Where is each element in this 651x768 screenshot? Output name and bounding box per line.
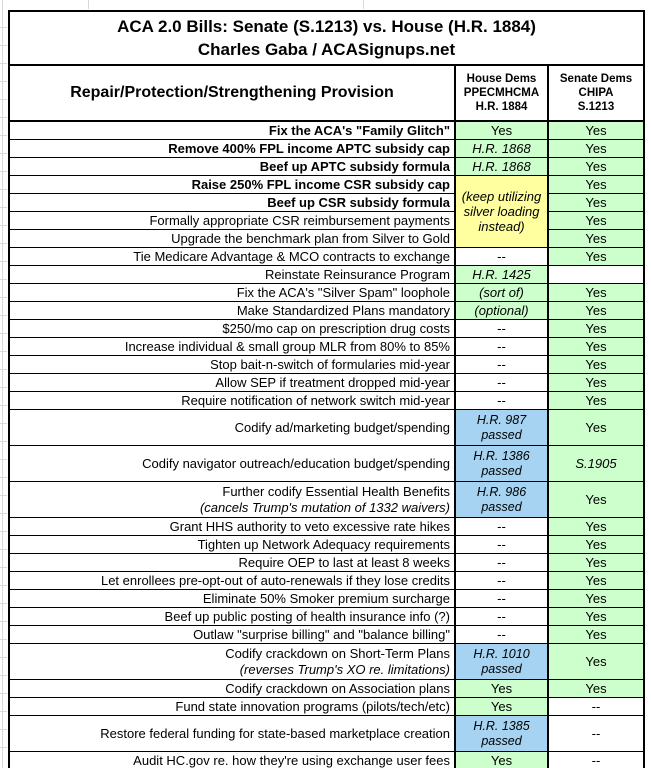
house-value-line2: passed: [481, 427, 522, 442]
provision-cell: [9, 374, 455, 392]
senate-value: Yes: [585, 231, 607, 246]
provision-cell: [9, 248, 455, 266]
provision-label: Formally appropriate CSR reimbursement payments: [149, 212, 450, 228]
house-value: Yes: [490, 699, 513, 714]
senate-cell: [548, 176, 644, 194]
table-row: [9, 518, 644, 536]
table-row: [9, 194, 644, 212]
house-cell: [455, 536, 548, 554]
house-cell: [455, 302, 548, 320]
house-value-line2: passed: [481, 463, 522, 478]
senate-cell: [548, 194, 644, 212]
provision-label: Increase individual & small group MLR from 80% to 85%: [124, 338, 450, 354]
house-header-line1: House Dems: [466, 73, 537, 85]
provision-label: $250/mo cap on prescription drug costs: [222, 320, 450, 336]
provision-sublabel: (cancels Trump's mutation of 1332 waivers): [199, 499, 450, 515]
comparison-table: [8, 10, 645, 768]
senate-value: Yes: [585, 303, 607, 318]
senate-cell: [548, 356, 644, 374]
provision-cell: [9, 698, 455, 716]
provision-label: Stop bait-n-switch of formularies mid-year: [210, 356, 450, 372]
provision-label: Reinstate Reinsurance Program: [265, 266, 450, 282]
table-row: [9, 374, 644, 392]
senate-cell: [548, 392, 644, 410]
senate-value: Yes: [585, 213, 607, 228]
table-row: [9, 176, 644, 194]
house-cell: [455, 320, 548, 338]
table-row: [9, 554, 644, 572]
provision-label: Beef up CSR subsidy formula: [267, 194, 450, 210]
house-value: H.R. 986: [476, 484, 527, 499]
house-value-line2: passed: [481, 499, 522, 514]
senate-cell: [548, 536, 644, 554]
senate-cell: [548, 140, 644, 158]
table-row: [9, 644, 644, 680]
house-header-line2: PPECMHCMA: [463, 87, 540, 99]
provision-label: Codify crackdown on Association plans: [225, 680, 450, 696]
house-value: --: [497, 609, 506, 624]
provision-label: Beef up public posting of health insurance info (?): [164, 608, 450, 624]
provision-cell: [9, 230, 455, 248]
senate-cell: [548, 158, 644, 176]
house-cell: [455, 716, 548, 752]
senate-cell: [548, 121, 644, 140]
senate-cell: [548, 518, 644, 536]
provision-label: Raise 250% FPL income CSR subsidy cap: [191, 176, 450, 192]
house-value: --: [497, 249, 506, 264]
sheet-gridline: [363, 0, 364, 9]
senate-value: Yes: [585, 537, 607, 552]
house-value: --: [497, 627, 506, 642]
senate-value: --: [591, 753, 601, 768]
senate-cell: [548, 446, 644, 482]
senate-value: Yes: [585, 321, 607, 336]
table-row: [9, 680, 644, 698]
table-row: [9, 572, 644, 590]
senate-value: Yes: [585, 249, 607, 264]
provision-label: Further codify Essential Health Benefits: [222, 483, 450, 499]
senate-value: --: [591, 726, 601, 741]
table-row: [9, 356, 644, 374]
house-value: H.R. 1868: [472, 159, 531, 174]
house-cell: [455, 410, 548, 446]
provision-label: Allow SEP if treatment dropped mid-year: [215, 374, 450, 390]
comparison-table-body: [9, 121, 644, 768]
senate-value: Yes: [585, 492, 607, 507]
provision-cell: [9, 644, 455, 680]
house-cell: [455, 338, 548, 356]
house-value: --: [497, 321, 506, 336]
senate-value: Yes: [585, 123, 607, 138]
senate-cell: [548, 752, 644, 768]
house-cell: [455, 572, 548, 590]
house-value: --: [497, 573, 506, 588]
senate-value: Yes: [585, 609, 607, 624]
house-cell: [455, 284, 548, 302]
senate-column-header: [548, 65, 644, 121]
house-value: --: [497, 339, 506, 354]
house-value: Yes: [490, 123, 513, 138]
provision-label: Grant HHS authority to veto excessive rate hikes: [169, 518, 450, 534]
provision-cell: [9, 572, 455, 590]
house-value: --: [497, 519, 506, 534]
senate-cell: [548, 320, 644, 338]
senate-cell: [548, 554, 644, 572]
house-value: (sort of): [479, 285, 524, 300]
provision-cell: [9, 121, 455, 140]
senate-cell: [548, 284, 644, 302]
table-row: [9, 140, 644, 158]
house-value: --: [497, 357, 506, 372]
senate-cell: [548, 626, 644, 644]
house-cell: [455, 752, 548, 768]
provision-cell: [9, 518, 455, 536]
senate-value: Yes: [585, 177, 607, 192]
senate-value: Yes: [585, 627, 607, 642]
house-value: --: [497, 375, 506, 390]
header-row: [9, 65, 644, 121]
senate-value: Yes: [585, 357, 607, 372]
table-row: [9, 158, 644, 176]
senate-header-line3: S.1213: [577, 101, 615, 113]
house-value: H.R. 1385: [473, 718, 530, 733]
table-row: [9, 338, 644, 356]
provision-label: Tie Medicare Advantage & MCO contracts to exchange: [133, 248, 450, 264]
provision-cell: [9, 626, 455, 644]
provision-cell: [9, 266, 455, 284]
table-row: [9, 446, 644, 482]
provision-label: Restore federal funding for state-based marketplace creation: [100, 725, 450, 741]
house-cell: [455, 698, 548, 716]
provision-label: Codify navigator outreach/education budget/spending: [142, 455, 450, 471]
house-value: (keep utilizing silver loading instead): [461, 189, 542, 234]
senate-value: S.1905: [575, 456, 617, 471]
house-value: --: [497, 555, 506, 570]
senate-value: Yes: [585, 681, 607, 696]
house-cell: [455, 248, 548, 266]
house-value-line2: passed: [481, 733, 522, 748]
provision-label: Fix the ACA's "Silver Spam" loophole: [236, 284, 450, 300]
senate-header-line1: Senate Dems: [559, 73, 633, 85]
provision-cell: [9, 140, 455, 158]
table-row: [9, 212, 644, 230]
house-cell: [455, 482, 548, 518]
house-value: --: [497, 591, 506, 606]
senate-cell: [548, 590, 644, 608]
title-row: [9, 11, 644, 65]
senate-cell: [548, 230, 644, 248]
house-value: --: [497, 537, 506, 552]
provision-label: Require OEP to last at least 8 weeks: [238, 554, 450, 570]
house-header-line3: H.R. 1884: [475, 101, 528, 113]
house-value: H.R. 987: [476, 412, 527, 427]
table-row: [9, 248, 644, 266]
provision-cell: [9, 338, 455, 356]
table-row: [9, 410, 644, 446]
table-row: [9, 266, 644, 284]
table-row: [9, 482, 644, 518]
house-value: --: [497, 393, 506, 408]
senate-cell: [548, 608, 644, 626]
table-row: [9, 536, 644, 554]
senate-value: Yes: [585, 195, 607, 210]
house-value: H.R. 1010: [473, 646, 530, 661]
senate-cell: [548, 572, 644, 590]
house-value: H.R. 1425: [472, 267, 531, 282]
table-row: [9, 698, 644, 716]
house-value: Yes: [490, 753, 513, 768]
provision-cell: [9, 554, 455, 572]
house-cell: [455, 518, 548, 536]
senate-value: Yes: [585, 591, 607, 606]
provision-cell: [9, 482, 455, 518]
house-cell: [455, 392, 548, 410]
provision-cell: [9, 212, 455, 230]
senate-value: Yes: [585, 285, 607, 300]
provision-label: Outlaw "surprise billing" and "balance billing": [193, 626, 450, 642]
table-row: [9, 608, 644, 626]
provision-label: Make Standardized Plans mandatory: [236, 302, 450, 318]
senate-cell: [548, 680, 644, 698]
provision-sublabel: (reverses Trump's XO re. limitations): [239, 661, 450, 677]
table-row: [9, 121, 644, 140]
provision-label: Beef up APTC subsidy formula: [259, 158, 450, 174]
table-row: [9, 716, 644, 752]
house-column-header: [455, 65, 548, 121]
house-value: H.R. 1386: [473, 448, 530, 463]
table-row: [9, 284, 644, 302]
house-cell: [455, 446, 548, 482]
table-row: [9, 320, 644, 338]
provision-column-header: Repair/Protection/Strengthening Provision: [9, 65, 455, 121]
provision-cell: [9, 608, 455, 626]
senate-value: Yes: [585, 339, 607, 354]
provision-label: Require notification of network switch mid-year: [181, 392, 450, 408]
provision-label: Eliminate 50% Smoker premium surcharge: [202, 590, 450, 606]
senate-cell: [548, 338, 644, 356]
provision-label: Fund state innovation programs (pilots/tech/etc): [175, 698, 450, 714]
provision-label: Upgrade the benchmark plan from Silver to Gold: [171, 230, 450, 246]
house-value-line2: passed: [481, 661, 522, 676]
provision-label: Fix the ACA's "Family Glitch": [268, 122, 450, 138]
sheet-gridline: [2, 0, 3, 768]
house-cell: [455, 176, 548, 248]
senate-value: --: [591, 699, 601, 714]
senate-value: Yes: [585, 159, 607, 174]
table-row: [9, 626, 644, 644]
senate-cell: [548, 716, 644, 752]
sheet-gridline: [88, 0, 89, 9]
senate-value: Yes: [585, 375, 607, 390]
provision-label: Let enrollees pre-opt-out of auto-renewals if they lose credits: [100, 572, 450, 588]
house-cell: [455, 590, 548, 608]
table-row: [9, 230, 644, 248]
senate-value: Yes: [585, 519, 607, 534]
provision-cell: [9, 302, 455, 320]
house-cell: [455, 554, 548, 572]
provision-cell: [9, 716, 455, 752]
provision-cell: [9, 410, 455, 446]
house-cell: [455, 266, 548, 284]
senate-value: Yes: [585, 141, 607, 156]
house-cell: [455, 121, 548, 140]
senate-value: Yes: [585, 420, 607, 435]
provision-label: Tighten up Network Adequacy requirements: [197, 536, 450, 552]
house-cell: [455, 626, 548, 644]
provision-cell: [9, 356, 455, 374]
table-row: [9, 392, 644, 410]
provision-cell: [9, 446, 455, 482]
house-value: (optional): [474, 303, 529, 318]
senate-cell: [548, 698, 644, 716]
house-cell: [455, 680, 548, 698]
senate-cell: [548, 482, 644, 518]
senate-cell: [548, 410, 644, 446]
table-title: [9, 11, 644, 65]
house-cell: [455, 140, 548, 158]
house-value: Yes: [490, 681, 513, 696]
title-line2: Charles Gaba / ACASignups.net: [197, 40, 456, 59]
house-cell: [455, 644, 548, 680]
provision-label: Codify crackdown on Short-Term Plans: [225, 645, 450, 661]
senate-value: Yes: [585, 573, 607, 588]
provision-label: Remove 400% FPL income APTC subsidy cap: [168, 140, 450, 156]
senate-cell: [548, 212, 644, 230]
provision-cell: [9, 752, 455, 768]
senate-value: Yes: [585, 654, 607, 669]
house-cell: [455, 608, 548, 626]
table-row: [9, 302, 644, 320]
provision-cell: [9, 284, 455, 302]
provision-cell: [9, 176, 455, 194]
house-cell: [455, 356, 548, 374]
senate-cell: [548, 266, 644, 284]
provision-cell: [9, 392, 455, 410]
house-value: H.R. 1868: [472, 141, 531, 156]
house-cell: [455, 374, 548, 392]
provision-cell: [9, 590, 455, 608]
provision-cell: [9, 680, 455, 698]
senate-cell: [548, 374, 644, 392]
senate-cell: [548, 644, 644, 680]
senate-cell: [548, 248, 644, 266]
provision-cell: [9, 158, 455, 176]
table-row: [9, 752, 644, 768]
provision-cell: [9, 536, 455, 554]
table-row: [9, 590, 644, 608]
title-line1: ACA 2.0 Bills: Senate (S.1213) vs. House (H.R. 1884): [117, 17, 536, 36]
senate-cell: [548, 302, 644, 320]
provision-label: Codify ad/marketing budget/spending: [234, 419, 450, 435]
senate-value: Yes: [585, 555, 607, 570]
provision-cell: [9, 320, 455, 338]
senate-header-line2: CHIPA: [578, 87, 614, 99]
senate-value: Yes: [585, 393, 607, 408]
provision-label: Audit HC.gov re. how they're using exchange user fees: [133, 752, 450, 768]
house-cell: [455, 158, 548, 176]
provision-cell: [9, 194, 455, 212]
